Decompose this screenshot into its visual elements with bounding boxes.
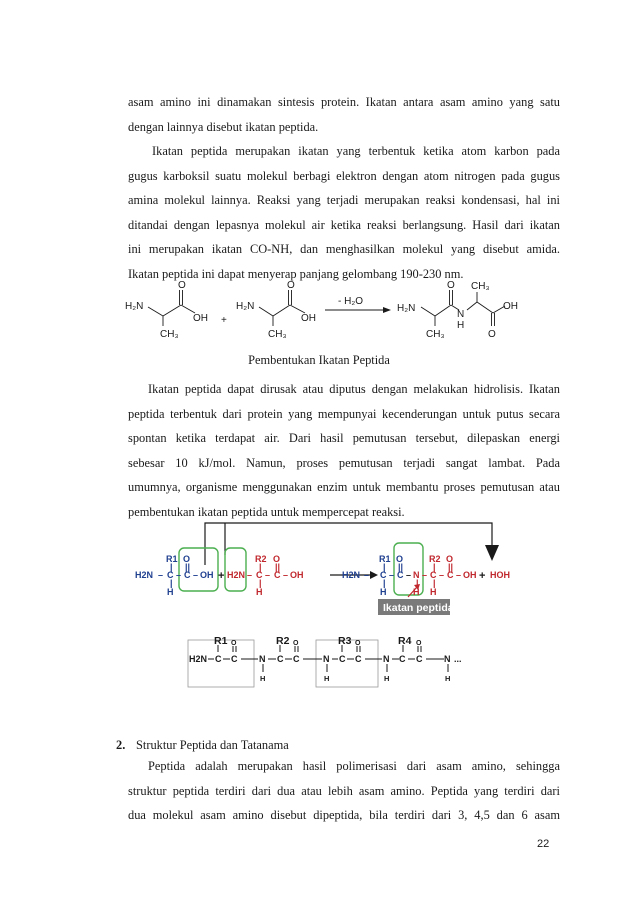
product-amine: H₂N [397,303,416,314]
c-atom: C [397,570,404,580]
double-bond: || [448,562,454,572]
page-number: 22 [537,838,550,850]
chain-o: O [231,640,237,647]
o-atom: O [446,554,454,564]
reactant1-amine: H₂N [125,301,144,312]
text-line: gugus karboksil suatu molekul berbagi elektron dengan atom nitrogen pada gugus [128,168,560,183]
chain-n: N [323,654,330,664]
section-title: Struktur Peptida dan Tatanama [136,738,289,752]
product-carbonyl-o1: O [447,280,455,291]
oh-group: OH [290,570,304,580]
text-line: pembentukan ikatan peptida untuk mempercepat reaksi. [128,504,405,519]
peptide-formation-diagram [125,276,545,346]
h2n-label: H2N [342,570,361,580]
plus-sign: + [479,570,486,582]
product-methyl2: CH₃ [471,281,490,292]
h-atom: H [413,587,420,597]
reactant2-hydroxyl: OH [301,313,316,324]
chain-h: H [445,674,451,683]
product-carbonyl-o2: O [488,329,496,340]
reactant2-amine: H₂N [236,301,255,312]
single-bond: | [259,562,262,572]
o-atom: O [183,554,191,564]
chain-h: H [384,674,390,683]
chain-c: C [277,654,284,664]
chain-h: H [324,674,330,683]
paragraph-4 [128,754,560,828]
single-bond: | [170,562,173,572]
double-bond: || [398,562,404,572]
text-line: Ikatan peptida dapat dirusak atau diputus dengan melakukan hidrolisis. Ikatan [148,382,560,396]
condensation-reaction-diagram [130,515,515,625]
r1-label: R1 [166,554,178,564]
single-bond: | [383,578,386,588]
text-line: asam amino ini dinamakan sintesis protein. Ikatan antara asam amino yang satu [128,95,560,109]
paragraph-2 [128,139,560,286]
product-methyl1: CH₃ [426,329,445,340]
c-atom: C [447,570,454,580]
text-line: ini merupakan ikatan CO-NH, dan menghasilkan molekul yang disebut amida. [128,242,560,256]
peptide-chain-diagram [186,635,476,695]
c-atom: C [184,570,191,580]
chain-c: C [293,654,300,664]
chain-c: C [231,654,238,664]
figure-caption: Pembentukan Ikatan Peptida [248,353,390,367]
chain-h: H [260,674,266,683]
chain-n: N [383,654,390,664]
dash: – [364,570,370,580]
single-bond: | [383,562,386,572]
product-hydroxyl: OH [503,301,518,312]
text-line: umumnya, organisme menggunakan enzim untuk membantu proses pemutusan atau [128,480,560,494]
chain-c: C [215,654,222,664]
dash: – [456,570,462,580]
plus-sign: + [221,315,227,326]
dash: – [389,570,395,580]
dash: – [158,570,164,580]
chain-r3: R3 [338,635,352,647]
text-line: Ikatan peptida merupakan ikatan yang terbentuk ketika atom karbon pada [152,144,560,158]
chain-c: C [416,654,423,664]
peptide-bond-label: Ikatan peptida [383,602,454,614]
text-line: sebesar 10 kJ/mol. Namun, proses pemutusan terjadi sangat lambat. Pada [128,455,560,470]
single-bond: | [170,578,173,588]
plus-sign: + [218,570,225,582]
text-line: Ikatan peptida ini dapat menyerap panjang gelombang 190-230 nm. [128,266,464,281]
single-bond: | [259,578,262,588]
h-atom: H [256,587,263,597]
c-atom: C [380,570,387,580]
dash: – [193,570,199,580]
c-atom: C [430,570,437,580]
chain-r4: R4 [398,635,412,647]
water-label: HOH [490,570,510,580]
o-atom: O [396,554,404,564]
reactant1-methyl: CH₃ [160,329,179,340]
chain-c: C [339,654,346,664]
text-line: dua molekul asam amino disebut dipeptida, bila terdiri dari 3, 4,5 dan 6 asam [128,808,560,822]
dash: – [176,570,182,580]
product-hydrogen: H [457,320,465,331]
section-number: 2. [116,738,126,752]
paragraph-1 [128,90,560,139]
r2-label: R2 [255,554,267,564]
dash: – [406,570,412,580]
chain-n: N [259,654,266,664]
chain-r2: R2 [276,635,290,647]
single-bond: | [416,578,419,588]
reactant2-methyl: CH₃ [268,329,287,340]
h-atom: H [167,587,174,597]
paragraph-3 [128,377,560,524]
dash: – [283,570,289,580]
product-nitrogen: N [457,309,465,320]
reactant1-hydroxyl: OH [193,313,208,324]
h2n-label: H2N [135,570,154,580]
double-bond: || [185,562,191,572]
chain-o: O [293,640,299,647]
single-bond: | [433,562,436,572]
chain-o: O [416,640,422,647]
chain-ellipsis: ... [454,654,462,664]
h-atom: H [430,587,437,597]
text-line: dengan lainnya disebut ikatan peptida. [128,119,319,134]
text-line: peptida terbentuk dari protein yang mempunyai kecenderungan untuk putus secara [128,406,560,421]
c-atom: C [256,570,263,580]
double-bond: || [275,562,281,572]
chain-o: O [355,640,361,647]
text-line: ditandai dengan lepasnya molekul air ketika reaksi berlangsung. Hasil dari ikatan [128,217,560,232]
text-line: amina molekul lainnya. Reaksi yang terjadi merupakan reaksi kondensasi, hal ini [128,193,560,207]
chain-c: C [399,654,406,664]
c-atom: C [274,570,281,580]
dash: – [265,570,271,580]
n-atom: N [413,570,420,580]
o-atom: O [273,554,281,564]
chain-n: N [444,654,451,664]
oh-group: OH [463,570,477,580]
oh-group: OH [200,570,214,580]
reactant2-carbonyl-o: O [287,280,295,291]
arrow-label: - H₂O [338,296,363,307]
single-bond: | [433,578,436,588]
dash: – [439,570,445,580]
r1-label: R1 [379,554,391,564]
h-atom: H [380,587,387,597]
chain-c: C [355,654,362,664]
dash: – [247,570,253,580]
h2n-label: H2N [227,570,246,580]
text-line: struktur peptida terdiri dari dua atau lebih asam amino. Peptida yang terdiri dari [128,783,560,798]
text-line: spontan ketika terdapat air. Dari hasil pemutusan tersebut, dilepaskan energi [128,431,560,445]
r2-label: R2 [429,554,441,564]
reactant1-carbonyl-o: O [178,280,186,291]
chain-amine: H2N [189,654,208,664]
chain-r1: R1 [214,635,228,647]
c-atom: C [167,570,174,580]
dash: – [422,570,428,580]
text-line: Peptida adalah merupakan hasil polimerisasi dari asam amino, sehingga [148,759,560,773]
